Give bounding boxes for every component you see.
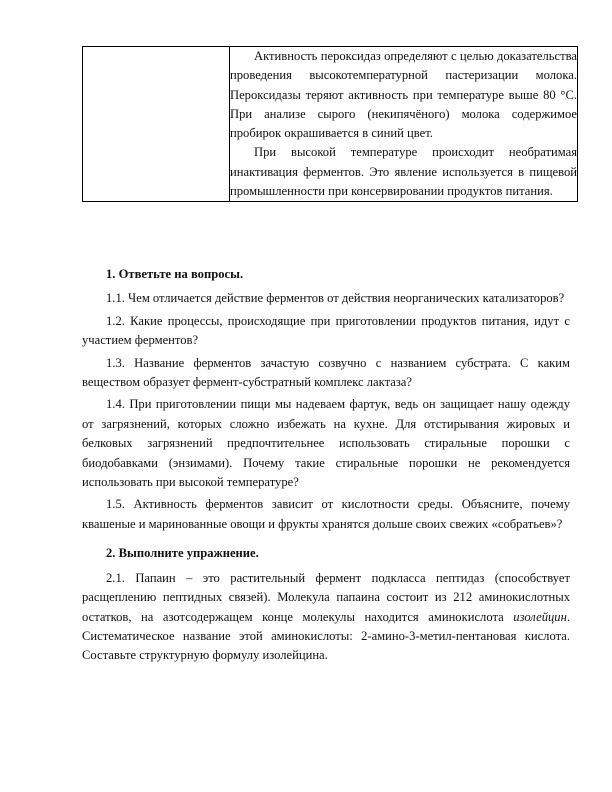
question-1-4: 1.4. При приготовлении пищи мы надеваем фартук, ведь он защищает нашу одежду от загрязнений, которых сложно избежать на кухне. Для отстирывания жировых и белковых загрязнений предпочтительнее использовать стиральные порошки с биодобавками (энзимами). Почему такие стиральные порошки не рекомендуется использовать при высокой температуре? <box>82 397 570 490</box>
main-text <box>82 265 570 666</box>
table-paragraph-peroxidase: Активность пероксидаз определяют с целью доказательства проведения высокотемпературной пастеризации молока. Пероксидазы теряют активность при температуре выше 80 °С. При анализе сырого (некипячёного) молока содержимое пробирок окрашивается в синий цвет. <box>230 49 577 141</box>
question-1-1: 1.1. Чем отличается действие ферментов от действия неорганических катализаторов? <box>106 291 565 306</box>
question-1-3: 1.3. Название ферментов зачастую созвучно с названием субстрата. С каким веществом образует фермент-субстратный комплекс лактаза? <box>82 355 570 390</box>
exercise-text-part-1: 2.1. Папаин – это растительный фермент подкласса пептидаз (способствует расщеплению пептидных связей). Молекула папаина состоит из 212 аминокислотных остатков, на азотсодержащем конце молекулы находится аминокислота <box>82 570 570 624</box>
table-left-cell <box>83 47 230 202</box>
table-paragraph-inactivation: При высокой температуре происходит необратимая инактивация ферментов. Это явление используется в пищевой промышленности при консервировании продуктов питания. <box>230 145 577 199</box>
question-1-5: 1.5. Активность ферментов зависит от кислотности среды. Объясните, почему квашеные и маринованные овощи и фрукты хранятся дольше своих свежих «собратьев»? <box>82 497 570 531</box>
exercise-2-1 <box>82 569 570 666</box>
info-table <box>82 46 578 202</box>
table-row <box>83 47 578 202</box>
exercise-italic-term: изолейцин <box>513 609 567 624</box>
exercise-text-part-2: . Систематическое название этой аминокислоты: 2-амино-3-метил-пентановая кислота. Составьте структурную формулу изолейцина. <box>82 609 570 663</box>
table-right-cell <box>230 47 578 202</box>
section-2-heading: 2. Выполните упражнение. <box>106 546 259 561</box>
section-1-heading: 1. Ответьте на вопросы. <box>106 267 244 281</box>
question-1-2: 1.2. Какие процессы, происходящие при приготовлении продуктов питания, идут с участием ферментов? <box>82 313 570 348</box>
